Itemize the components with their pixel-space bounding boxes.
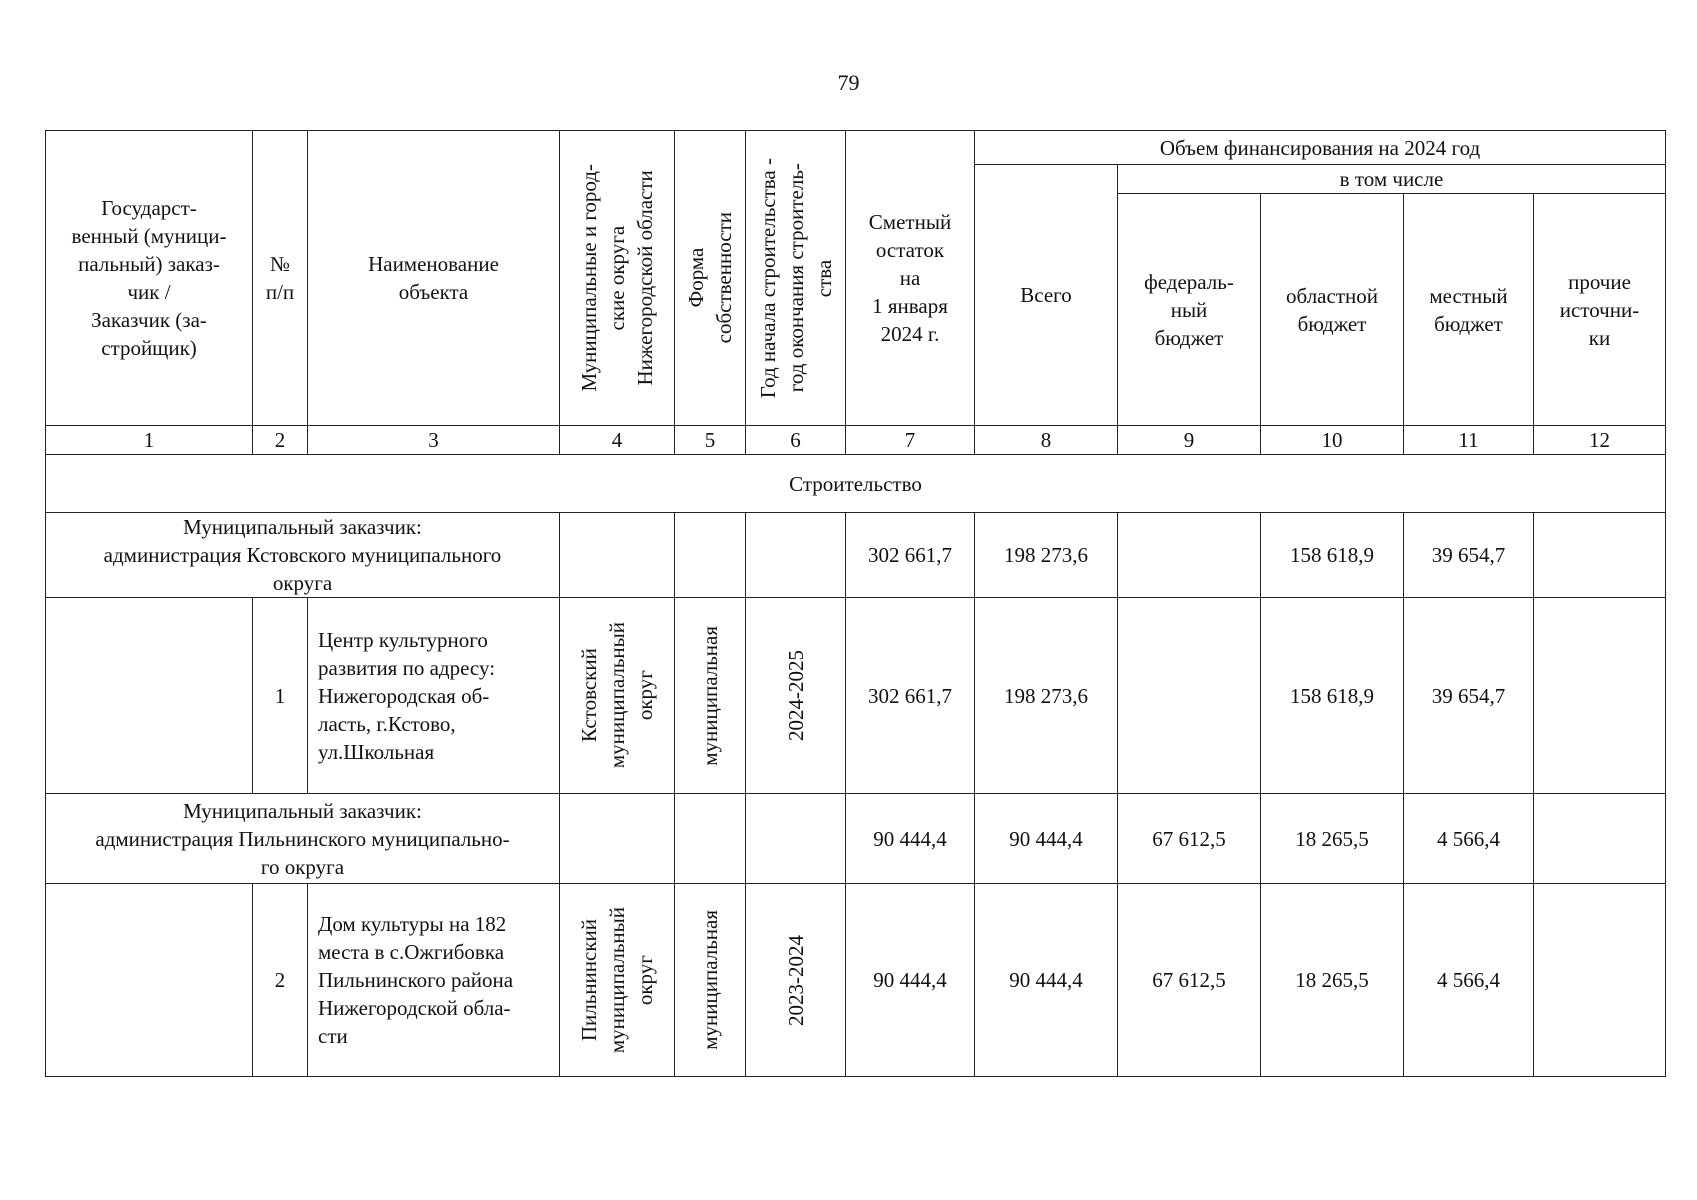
item-years-text: 2024-2025: [783, 650, 808, 741]
header-other: прочие источни- ки: [1534, 194, 1666, 426]
header-years-text: Год начала строительства - год окончания строитель- ства: [755, 157, 836, 399]
item-name: Центр культурного развития по адресу: Нижегородская об- ласть, г.Кстово, ул.Школьная: [308, 598, 560, 794]
header-ownership-text: Форма собственности: [684, 212, 736, 344]
group-customer: Муниципальный заказчик: администрация Кстовского муниципального округа: [46, 513, 560, 598]
header-ownership: [675, 131, 746, 426]
item-total: 198 273,6: [975, 598, 1118, 794]
header-district-text: Муниципальные и город- ские округа Нижегородской области: [577, 164, 657, 392]
item-years-text: 2023-2024: [783, 934, 808, 1026]
financing-table: [45, 130, 1666, 1077]
item-regional: 18 265,5: [1261, 884, 1404, 1077]
column-number: 12: [1534, 426, 1666, 455]
header-funding-group: Объем финансирования на 2024 год: [975, 131, 1666, 165]
group-other: [1534, 513, 1666, 598]
item-ownership-text: муниципальная: [698, 910, 722, 1050]
item-row: [46, 598, 1666, 794]
group-years-cell: [746, 794, 846, 884]
group-federal: 67 612,5: [1118, 794, 1261, 884]
item-federal: 67 612,5: [1118, 884, 1261, 1077]
item-district-text: Пильнинский муниципальный округ: [577, 906, 657, 1054]
item-ownership: [675, 598, 746, 794]
header-object-name: Наименование объекта: [308, 131, 560, 426]
item-ownership-text: муниципальная: [698, 625, 722, 766]
column-number: 7: [846, 426, 975, 455]
group-other: [1534, 794, 1666, 884]
column-number: 9: [1118, 426, 1261, 455]
item-years: [746, 598, 846, 794]
item-other: [1534, 598, 1666, 794]
column-number: 6: [746, 426, 846, 455]
item-federal: [1118, 598, 1261, 794]
group-years-cell: [746, 513, 846, 598]
header-regional: областной бюджет: [1261, 194, 1404, 426]
column-number: 4: [560, 426, 675, 455]
group-customer: Муниципальный заказчик: администрация Пильнинского муниципально- го округа: [46, 794, 560, 884]
column-number: 8: [975, 426, 1118, 455]
item-name: Дом культуры на 182 места в с.Ожгибовка Пильнинского района Нижегородской обла- сти: [308, 884, 560, 1077]
header-federal: федераль- ный бюджет: [1118, 194, 1261, 426]
item-district: [560, 598, 675, 794]
group-local: 39 654,7: [1404, 513, 1534, 598]
item-district-text: Кстовский муниципальный округ: [577, 622, 657, 769]
item-customer-cell: [46, 884, 253, 1077]
column-number: 10: [1261, 426, 1404, 455]
item-estimate: 302 661,7: [846, 598, 975, 794]
header-num: № п/п: [253, 131, 308, 426]
group-total: 198 273,6: [975, 513, 1118, 598]
group-total: 90 444,4: [975, 794, 1118, 884]
item-estimate: 90 444,4: [846, 884, 975, 1077]
group-row: [46, 794, 1666, 884]
header-customer: Государст- венный (муници- пальный) заказ- чик / Заказчик (за- стройщик): [46, 131, 253, 426]
group-ownership-cell: [675, 513, 746, 598]
group-federal: [1118, 513, 1261, 598]
group-district-cell: [560, 513, 675, 598]
item-years: [746, 884, 846, 1077]
group-estimate: 302 661,7: [846, 513, 975, 598]
item-other: [1534, 884, 1666, 1077]
section-title: Строительство: [46, 455, 1666, 513]
header-years: [746, 131, 846, 426]
header-total: Всего: [975, 165, 1118, 426]
header-including: в том числе: [1118, 165, 1666, 194]
item-district: [560, 884, 675, 1077]
group-estimate: 90 444,4: [846, 794, 975, 884]
header-estimate: Сметный остаток на 1 января 2024 г.: [846, 131, 975, 426]
item-total: 90 444,4: [975, 884, 1118, 1077]
column-number: 3: [308, 426, 560, 455]
group-regional: 158 618,9: [1261, 513, 1404, 598]
group-row: [46, 513, 1666, 598]
group-regional: 18 265,5: [1261, 794, 1404, 884]
item-regional: 158 618,9: [1261, 598, 1404, 794]
group-ownership-cell: [675, 794, 746, 884]
header-district: [560, 131, 675, 426]
page-number: 79: [837, 70, 860, 95]
section-row: [46, 455, 1666, 513]
column-number: 5: [675, 426, 746, 455]
item-local: 39 654,7: [1404, 598, 1534, 794]
item-ownership: [675, 884, 746, 1077]
group-local: 4 566,4: [1404, 794, 1534, 884]
column-number: 11: [1404, 426, 1534, 455]
column-number: 1: [46, 426, 253, 455]
item-row: [46, 884, 1666, 1077]
column-numbers-row: [46, 426, 1666, 455]
item-num: 1: [253, 598, 308, 794]
item-local: 4 566,4: [1404, 884, 1534, 1077]
group-district-cell: [560, 794, 675, 884]
item-num: 2: [253, 884, 308, 1077]
column-number: 2: [253, 426, 308, 455]
item-customer-cell: [46, 598, 253, 794]
header-row-1: [46, 131, 1666, 165]
header-local: местный бюджет: [1404, 194, 1534, 426]
